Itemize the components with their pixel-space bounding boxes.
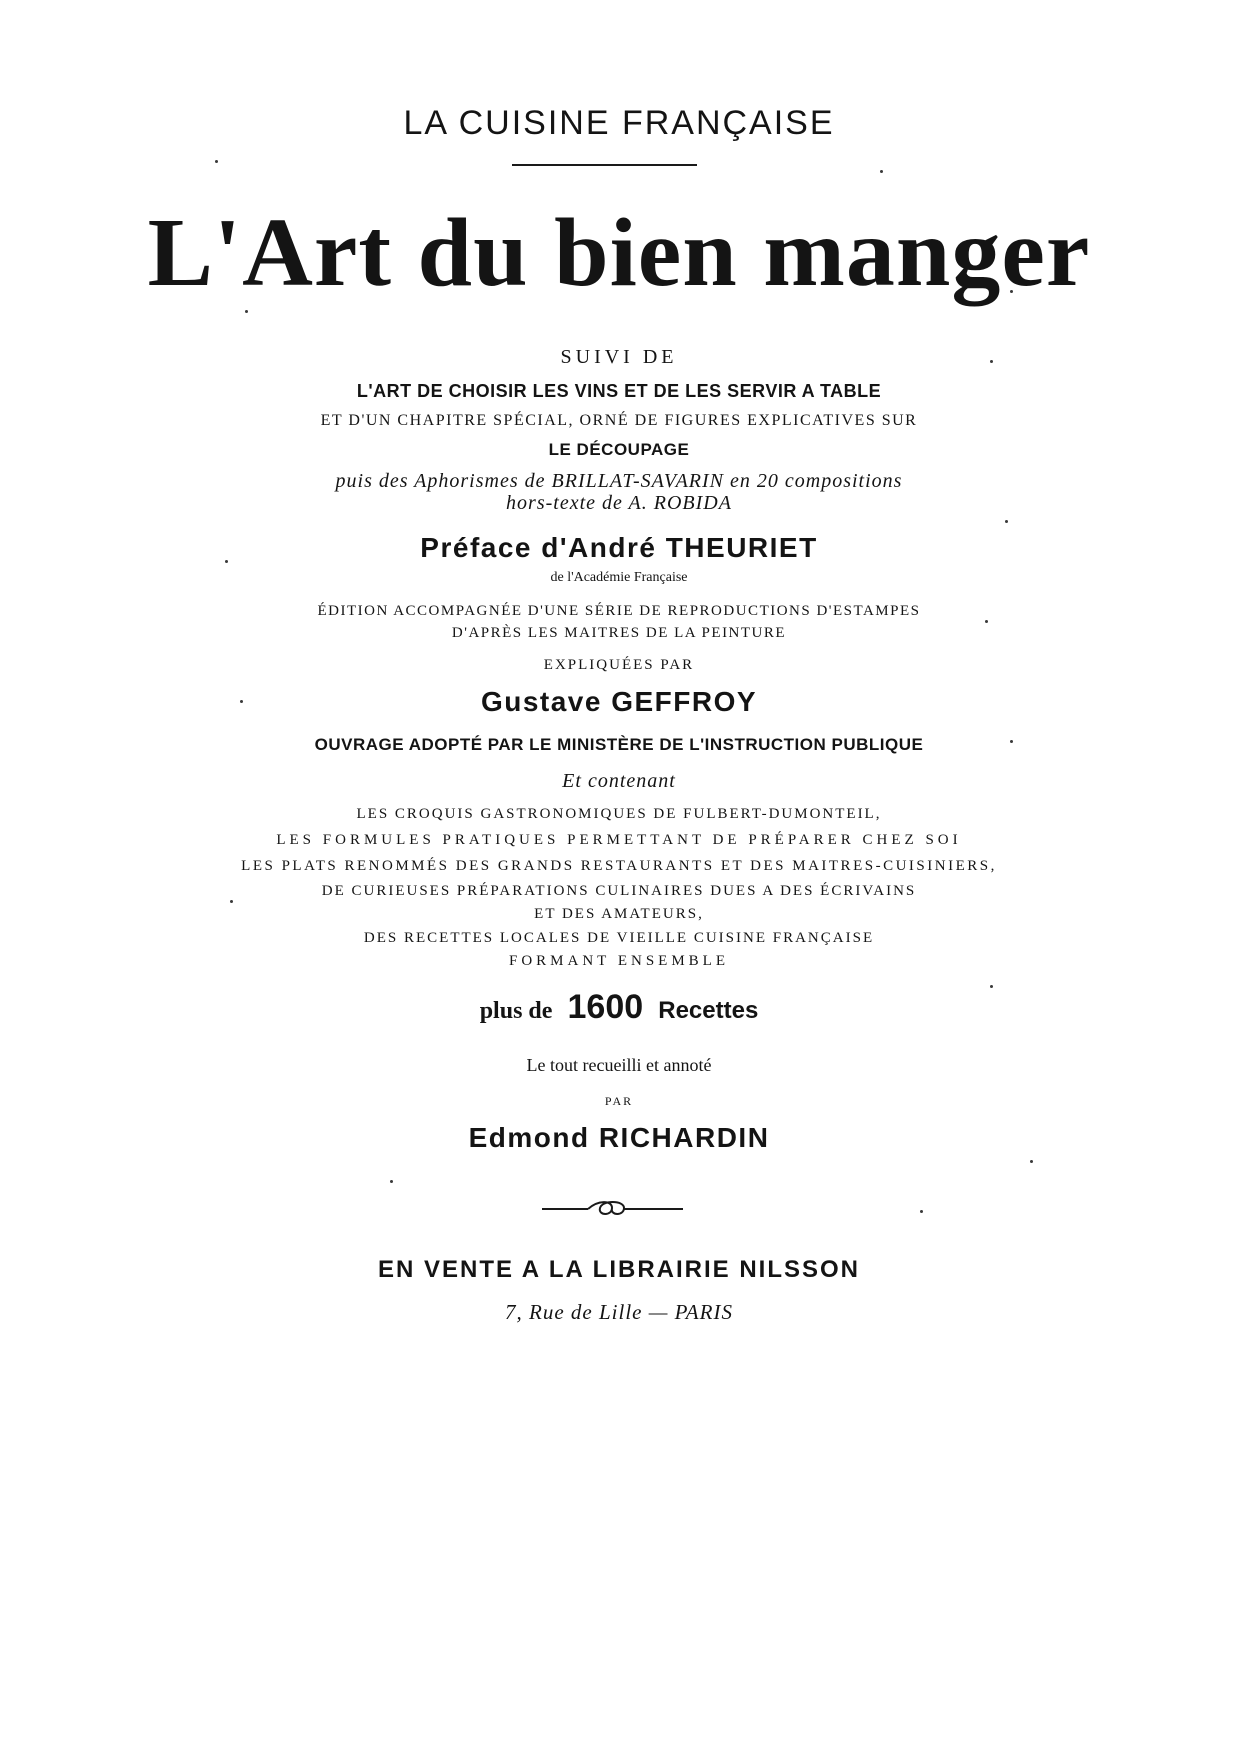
recipes-prefix: plus de <box>479 998 553 1024</box>
edition-line-1: ÉDITION ACCOMPAGNÉE D'UNE SÉRIE DE REPRODUCTIONS D'ESTAMPES <box>317 603 921 619</box>
preface-line: Préface d'André THEURIET <box>420 532 818 563</box>
geffroy-line: Gustave GEFFROY <box>480 686 758 717</box>
list-item: LES CROQUIS GASTRONOMIQUES DE FULBERT-DUMONTEIL, <box>356 806 882 822</box>
richardin-line: Edmond RICHARDIN <box>468 1122 770 1153</box>
list-item: LES PLATS RENOMMÉS DES GRANDS RESTAURANTS ET DES MAITRES-CUISINIERS, <box>241 858 997 874</box>
aphorismes-line-2: hors-texte de A. ROBIDA <box>506 492 732 514</box>
ornament-flourish <box>540 1196 685 1220</box>
chapitre-line: ET D'UN CHAPITRE SPÉCIAL, ORNÉ DE FIGURES EXPLICATIVES SUR <box>320 412 918 429</box>
academie-line: de l'Académie Française <box>550 570 688 585</box>
decoupage-line: LE DÉCOUPAGE <box>548 440 690 459</box>
list-item: DE CURIEUSES PRÉPARATIONS CULINAIRES DUES A DES ÉCRIVAINS <box>321 883 917 899</box>
series-title: LA CUISINE FRANÇAISE <box>403 104 835 142</box>
recipes-line <box>0 988 1238 1027</box>
book-title: L'Art du bien manger <box>147 199 1091 307</box>
par-line: PAR <box>604 1094 634 1108</box>
contenant-line: Et contenant <box>562 770 676 792</box>
adoption-line: OUVRAGE ADOPTÉ PAR LE MINISTÈRE DE L'INSTRUCTION PUBLIQUE <box>314 735 924 754</box>
expliquees-par: EXPLIQUÉES PAR <box>543 657 695 673</box>
suivi-de: SUIVI DE <box>560 346 678 368</box>
aphorismes-line-1: puis des Aphorismes de BRILLAT-SAVARIN en 20 compositions <box>335 470 903 492</box>
publisher-address: 7, Rue de Lille — PARIS <box>505 1300 733 1324</box>
header-rule <box>512 164 697 166</box>
list-item: FORMANT ENSEMBLE <box>509 953 729 969</box>
list-item: LES FORMULES PRATIQUES PERMETTANT DE PRÉPARER CHEZ SOI <box>276 832 962 848</box>
recueilli-line: Le tout recueilli et annoté <box>526 1055 712 1075</box>
list-item: ET DES AMATEURS, <box>534 906 704 922</box>
list-item: DES RECETTES LOCALES DE VIEILLE CUISINE FRANÇAISE <box>363 930 875 946</box>
publisher-sale: EN VENTE A LA LIBRAIRIE NILSSON <box>377 1256 861 1283</box>
recipes-suffix: Recettes <box>658 997 759 1024</box>
recipes-count: 1600 <box>567 988 644 1026</box>
vins-line: L'ART DE CHOISIR LES VINS ET DE LES SERVIR A TABLE <box>356 381 882 401</box>
edition-line-2: D'APRÈS LES MAITRES DE LA PEINTURE <box>451 625 787 641</box>
